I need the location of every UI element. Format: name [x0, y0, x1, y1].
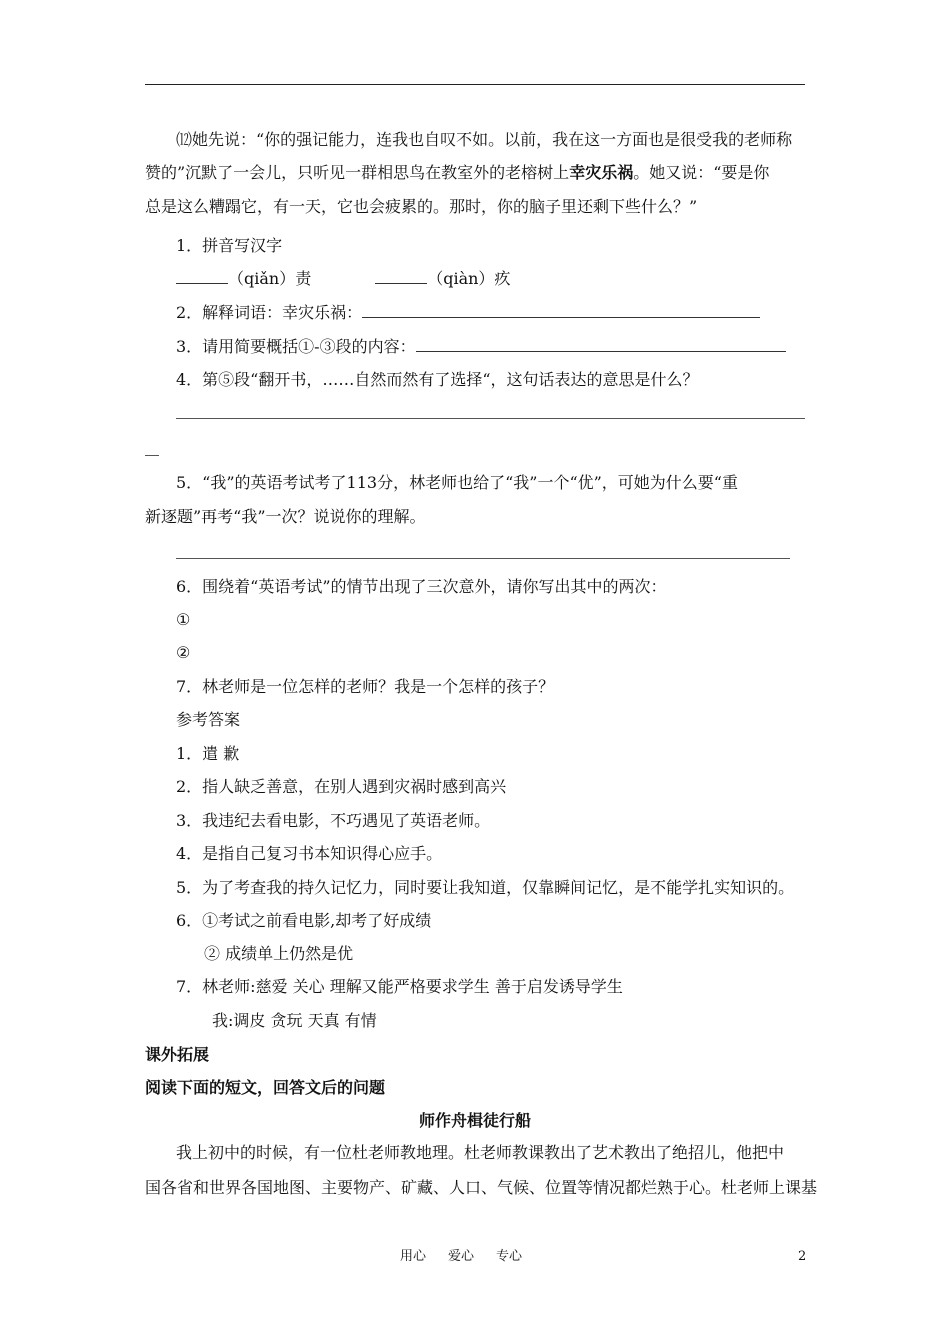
question-7: 7．林老师是一位怎样的老师？我是一个怎样的孩子？ [176, 677, 555, 696]
passage-line: ⑿她先说：“你的强记能力，连我也自叹不如。以前，我在这一方面也是很受我的老师称 [176, 130, 793, 149]
question-3-text: 3．请用简要概括①-③段的内容： [176, 337, 416, 356]
answer-item: ② 成绩单上仍然是优 [204, 944, 354, 963]
question-4: 4．第⑤段“翻开书，……自然而然有了选择“，这句话表达的意思是什么？ [176, 370, 699, 389]
answer-line[interactable] [176, 418, 805, 419]
section-instruction: 阅读下面的短文，回答文后的问题 [145, 1078, 386, 1097]
article-title: 师作舟楫徒行船 [418, 1111, 531, 1130]
answer-item: 2．指人缺乏善意，在别人遇到灾祸时感到高兴 [176, 777, 507, 796]
question-6-item: ② [176, 643, 191, 662]
answer-blank[interactable] [176, 269, 228, 284]
answer-item: 4．是指自己复习书本知识得心应手。 [176, 844, 443, 863]
pinyin-prompt: （qiǎn）责 [228, 269, 312, 288]
footer-word: 专心 [496, 1249, 523, 1264]
passage-line: 总是这么糟蹋它，有一天，它也会疲累的。那时，你的脑子里还剩下些什么？” [145, 197, 698, 216]
footer-word: 爱心 [448, 1249, 475, 1264]
answer-blank[interactable] [362, 303, 760, 318]
question-2 [176, 303, 760, 323]
question-5-cont: 新逐题”再考“我”一次？说说你的理解。 [145, 507, 426, 526]
answers-heading: 参考答案 [176, 710, 241, 729]
answer-item: 我:调皮 贪玩 天真 有情 [212, 1011, 377, 1030]
question-6-item: ① [176, 610, 191, 629]
pinyin-prompt: （qiàn）疚 [427, 269, 511, 288]
question-1: 1．拼音写汉字 [176, 236, 283, 255]
passage-text: 赞的”沉默了一会儿，只听见一群相思鸟在教室外的老榕树上 [145, 163, 570, 182]
answer-item: 5．为了考查我的持久记忆力，同时要让我知道，仅靠瞬间记忆，是不能学扎实知识的。 [176, 878, 795, 897]
question-1-pinyin-row [176, 269, 510, 289]
answer-line-stub [145, 455, 159, 456]
answer-blank[interactable] [416, 337, 786, 352]
header-rule [145, 84, 805, 85]
article-line: 我上初中的时候，有一位杜老师教地理。杜老师教课教出了艺术教出了绝招儿，他把中 [176, 1143, 785, 1162]
footer-word: 用心 [400, 1249, 427, 1264]
section-heading: 课外拓展 [145, 1045, 210, 1064]
answer-item: 7．林老师:慈爱 关心 理解又能严格要求学生 善于启发诱导学生 [176, 977, 623, 996]
passage-text: 。她又说：“要是你 [633, 163, 770, 182]
question-3 [176, 337, 786, 357]
article-line: 国各省和世界各国地图、主要物产、矿藏、人口、气候、位置等情况都烂熟于心。杜老师上课基 [145, 1178, 818, 1197]
highlighted-word: 幸灾乐祸 [569, 163, 634, 182]
footer-motto [400, 1248, 522, 1266]
passage-line [145, 163, 769, 183]
question-2-text: 2．解释词语：幸灾乐祸： [176, 303, 363, 322]
question-6: 6．围绕着“英语考试”的情节出现了三次意外，请你写出其中的两次： [176, 577, 667, 596]
answer-line[interactable] [176, 558, 790, 559]
answer-item: 6．①考试之前看电影,却考了好成绩 [176, 911, 432, 930]
page-number: 2 [798, 1249, 807, 1264]
answer-item: 3．我违纪去看电影，不巧遇见了英语老师。 [176, 811, 491, 830]
answer-blank[interactable] [375, 269, 427, 284]
question-5: 5．“我”的英语考试考了113分，林老师也给了“我”一个“优”，可她为什么要“重 [176, 473, 738, 492]
answer-item: 1．遣 歉 [176, 744, 240, 763]
